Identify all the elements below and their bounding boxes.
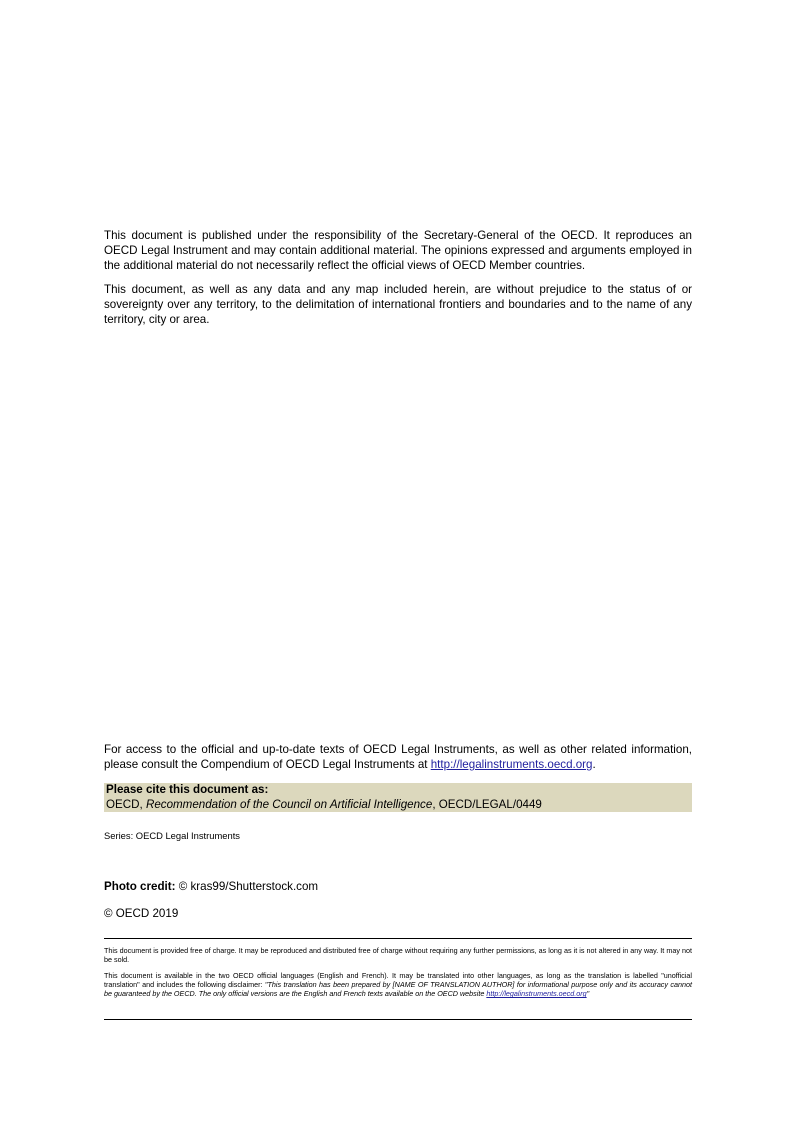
footer-translation-note xyxy=(104,971,692,999)
footer-top-divider xyxy=(104,938,692,939)
access-paragraph xyxy=(104,742,692,772)
access-text: For access to the official and up-to-date texts of OECD Legal Instruments, as well as other related information, please consult the Compendium of OECD Legal Instruments at xyxy=(104,743,692,771)
citation-text xyxy=(106,798,690,813)
footer-bottom-divider xyxy=(104,1019,692,1020)
disclaimer-paragraph-2: This document, as well as any data and any map included herein, are without prejudice to the status of or sovereignty over any territory, to the delimitation of international frontiers and boundaries and to the name of any territory, city or area. xyxy=(104,283,692,326)
footer-website-link[interactable]: http://legalinstruments.oecd.org xyxy=(486,989,587,999)
citation-heading: Please cite this document as: xyxy=(106,783,269,796)
photo-credit-value: © kras99/Shutterstock.com xyxy=(175,880,319,893)
citation-box xyxy=(104,783,692,812)
compendium-link[interactable]: http://legalinstruments.oecd.org xyxy=(430,758,593,771)
footer-translation-text: This document is available in the two OECD official languages (English and French). It may be translated into other languages, as long as the translation is labelled "unofficial translation" and includes the following disclaimer: xyxy=(104,971,692,990)
footer-translation-disclaimer: "This translation has been prepared by [NAME OF TRANSLATION AUTHOR] for informational purpose only and its accuracy cannot be guaranteed by the OECD. The only official versions are the English and French texts available on the OECD website xyxy=(104,980,692,999)
citation-title: Recommendation of the Council on Artificial Intelligence xyxy=(145,797,433,811)
photo-credit xyxy=(104,879,692,894)
footer-translation-quote-end: " xyxy=(586,989,590,999)
copyright-notice: © OECD 2019 xyxy=(104,907,179,920)
citation-reference: , OECD/LEGAL/0449 xyxy=(432,797,542,811)
citation-author: OECD, xyxy=(106,797,146,811)
photo-credit-label: Photo credit: xyxy=(104,880,176,893)
disclaimer-paragraph-1: This document is published under the responsibility of the Secretary-General of the OECD. It reproduces an OECD Legal Instrument and may contain additional material. The opinions expressed and arguments employed in the additional material do not necessarily reflect the official views of OECD Member countries. xyxy=(104,229,692,272)
access-text-end: . xyxy=(592,758,596,771)
series-label: Series: OECD Legal Instruments xyxy=(104,830,240,841)
footer-free-of-charge-note: This document is provided free of charge. It may be reproduced and distributed free of charge without requiring any further permissions, as long as it is not altered in any way. It may not be sold. xyxy=(104,946,692,965)
